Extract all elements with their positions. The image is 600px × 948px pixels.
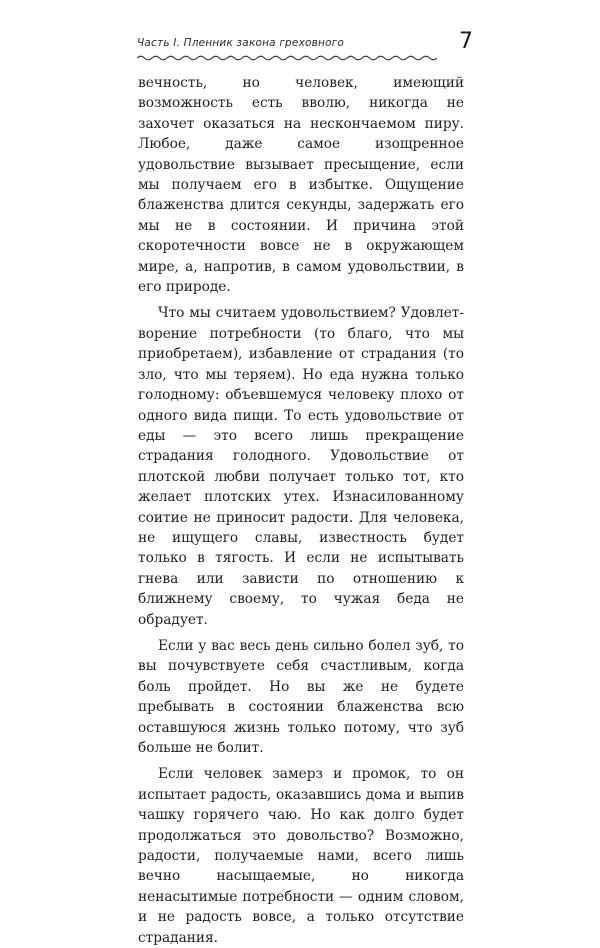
paragraph-1: вечность, но человек, имеющий возможность есть вволю, никогда не захочет оказаться на нескончаемом пиру. Любое, даже самое изощренное удовольствие вызывает пресыщение, если мы получаем его в избытке. Ощущение блаженства длится секунды, задержать его мы не в состоянии. И причина этой скоротечности вовсе не в окружающем мире, а, напротив, в самом удовольствии, в его природе. [138, 75, 464, 296]
paragraph-3: Если у вас весь день сильно болел зуб, то вы почувствуете себя счастливым, когда боль пройдет. Но вы же не будете пребывать в состоянии блаженства всю оставшуюся жизнь только потому, что зуб больше не болит. [138, 637, 464, 756]
paragraph-2: Что мы считаем удовольствием? Удовлетворение потребности (то благо, что мы приобретаем), избавление от страдания (то зло, что мы теряем). Но еда нужна только голодному: объевшемуся человеку плохо от одного вида пищи. То есть удовольствие от еды — это всего лишь прекращение страдания голодного. Удовольствие от плотской любви получает только тот, кто желает плотских утех. Изнасилованному соитие не приносит радости. Для человека, не ищущего славы, известность будет только в тягость. И если не испытывать гнева или зависти по отношению к ближнему своему, то чужая беда не обрадует. [138, 305, 464, 628]
page-body [138, 73, 464, 948]
page-header [137, 26, 473, 66]
running-title: Часть I. Пленник закона греховного [137, 37, 345, 49]
page-number: 7 [459, 29, 473, 54]
wavy-rule-decoration [137, 54, 437, 62]
paragraph-4: Если человек замерз и промок, то он испытает радость, оказавшись дома и выпив чашку горячего чаю. Но как долго будет продолжаться это довольство? Возможно, радости, получаемые нами, всего лишь вечно насыщаемые, но никогда ненасытимые потребности — одним словом, и не радость вовсе, а только отсутствие страдания. [138, 766, 464, 946]
